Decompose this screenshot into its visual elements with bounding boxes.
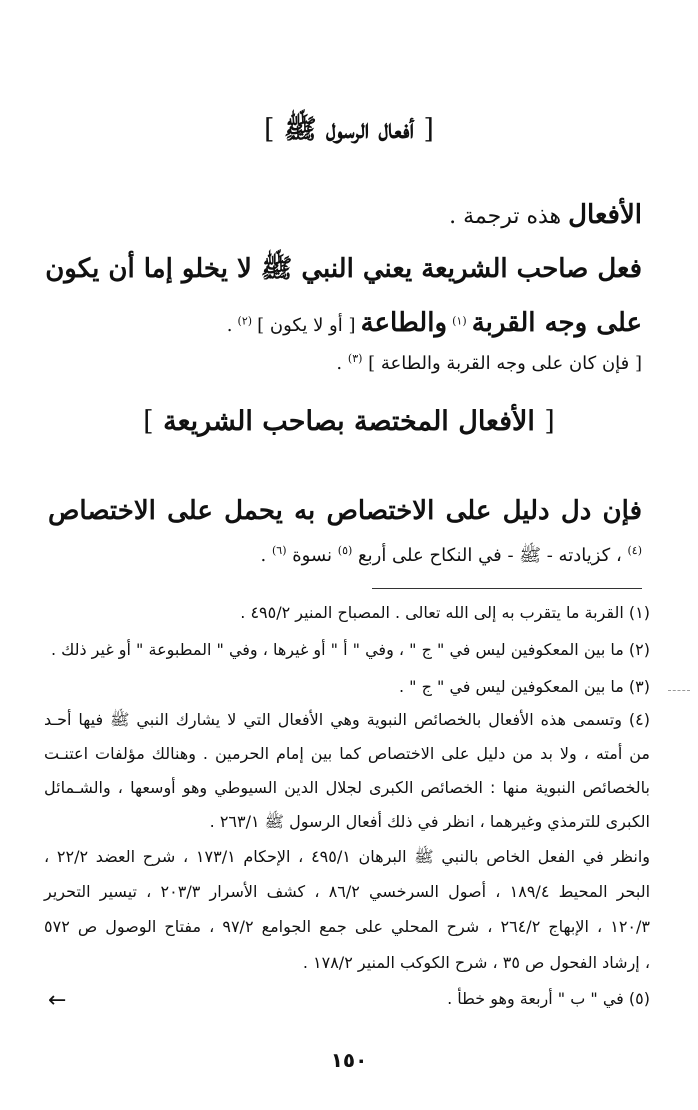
text-fragment: .: [260, 545, 267, 566]
text-fragment: على وجه القربة: [471, 308, 642, 338]
text-fragment: ، كزيادته - ﷺ - في النكاح على أربع: [358, 545, 622, 566]
footnote-line: البحر المحيط ١٨٩/٤ ، أصول السرخسي ٨٦/٢ ، كشف الأسرار ٢٠٣/٣ ، تيسير التحرير: [44, 882, 651, 901]
footnote-ref: (١): [452, 314, 467, 328]
paragraph1-line3: [48, 352, 642, 374]
paragraph1-line2: [48, 308, 642, 338]
continuation-arrow-icon: ←: [48, 988, 67, 1013]
intro-line: [48, 200, 642, 230]
footnote-line: وانظر في الفعل الخاص بالنبي ﷺ البرهان ٤٩٥/١ ، الإحكام ١٧٣/١ ، شرح العضد ٢٢/٢ ،: [44, 847, 651, 866]
text-fragment: .: [336, 353, 343, 374]
section-heading-exclusive-acts: [0, 406, 698, 437]
footnote-line: (٣) ما بين المعكوفين ليس في " ج " .: [398, 677, 650, 696]
footnote-line: من أمته ، ولا بد من دليل على الاختصاص كما بين إمام الحرمين . وهنالك مؤلفات اعتنـت: [44, 744, 650, 763]
text-fragment: نسوة: [292, 545, 333, 566]
intro-text: هذه ترجمة .: [449, 204, 562, 229]
footnote-line: (٤) وتسمى هذه الأفعال بالخصائص النبوية وهي الأفعال التي لا يشارك النبي ﷺ فيها أحـد: [44, 710, 650, 729]
paragraph2-line1: فإن دل دليل على الاختصاص به يحمل على الاختصاص: [48, 496, 642, 526]
text-fragment: [ أو لا يكون ]: [257, 315, 356, 336]
footnote-line: (٢) ما بين المعكوفين ليس في " ج " ، وفي " أ " أو غيرها ، وفي " المطبوعة " أو غير ذلك .: [50, 640, 650, 659]
paragraph1-line1: فعل صاحب الشريعة يعني النبي ﷺ لا يخلو إما أن يكون: [45, 254, 642, 284]
footnote-line: ١٢٠/٣ ، الإبهاج ٢٦٤/٢ ، شرح المحلي على جمع الجوامع ٩٧/٢ ، مفتاح الوصول ص ٥٧٢: [44, 917, 650, 936]
footnote-line: (٥) في " ب " أربعة وهو خطأ .: [447, 989, 650, 1008]
page-number: ١٥٠: [330, 1048, 368, 1072]
text-fragment: .: [226, 315, 233, 336]
margin-mark: [668, 690, 690, 691]
heading-text: الأفعال المختصة بصاحب الشريعة: [163, 406, 535, 437]
footnote-ref: (٦): [272, 544, 287, 557]
heading-bracket-close: ]: [143, 406, 154, 437]
footnote-line: (١) القربة ما يتقرب به إلى الله تعالى . المصباح المنير ٤٩٥/٢ .: [240, 603, 650, 622]
footnote-line: الكبرى للترمذي وغيرهما ، انظر في ذلك أفعال الرسول ﷺ ٢٦٣/١ .: [209, 812, 650, 831]
footnote-ref: (٢): [237, 314, 253, 328]
intro-term: الأفعال: [568, 200, 642, 230]
footnote-ref: (٥): [337, 544, 353, 557]
footnote-line: ، إرشاد الفحول ص ٣٥ ، شرح الكوكب المنير ١٧٨/٢ .: [302, 953, 650, 972]
footnote-line: بالخصائص النبوية منها : الخصائص الكبرى لجلال الدين السيوطي وهو أوسعها ، والشـمائل: [44, 778, 650, 797]
heading-bracket-close: ]: [264, 114, 275, 145]
footnote-separator: [372, 588, 642, 589]
footnote-ref: (٤): [627, 544, 642, 557]
text-fragment: والطاعة: [360, 308, 447, 338]
heading-bracket-open: [: [423, 114, 434, 145]
footnote-ref: (٣): [347, 352, 363, 365]
heading-text: أفعال الرسول ﷺ: [283, 114, 415, 145]
heading-bracket-open: [: [544, 406, 555, 437]
text-fragment: [ فإن كان على وجه القربة والطاعة ]: [368, 353, 642, 374]
paragraph2-line2: [48, 544, 642, 570]
section-heading-prophet-acts: [0, 112, 698, 152]
